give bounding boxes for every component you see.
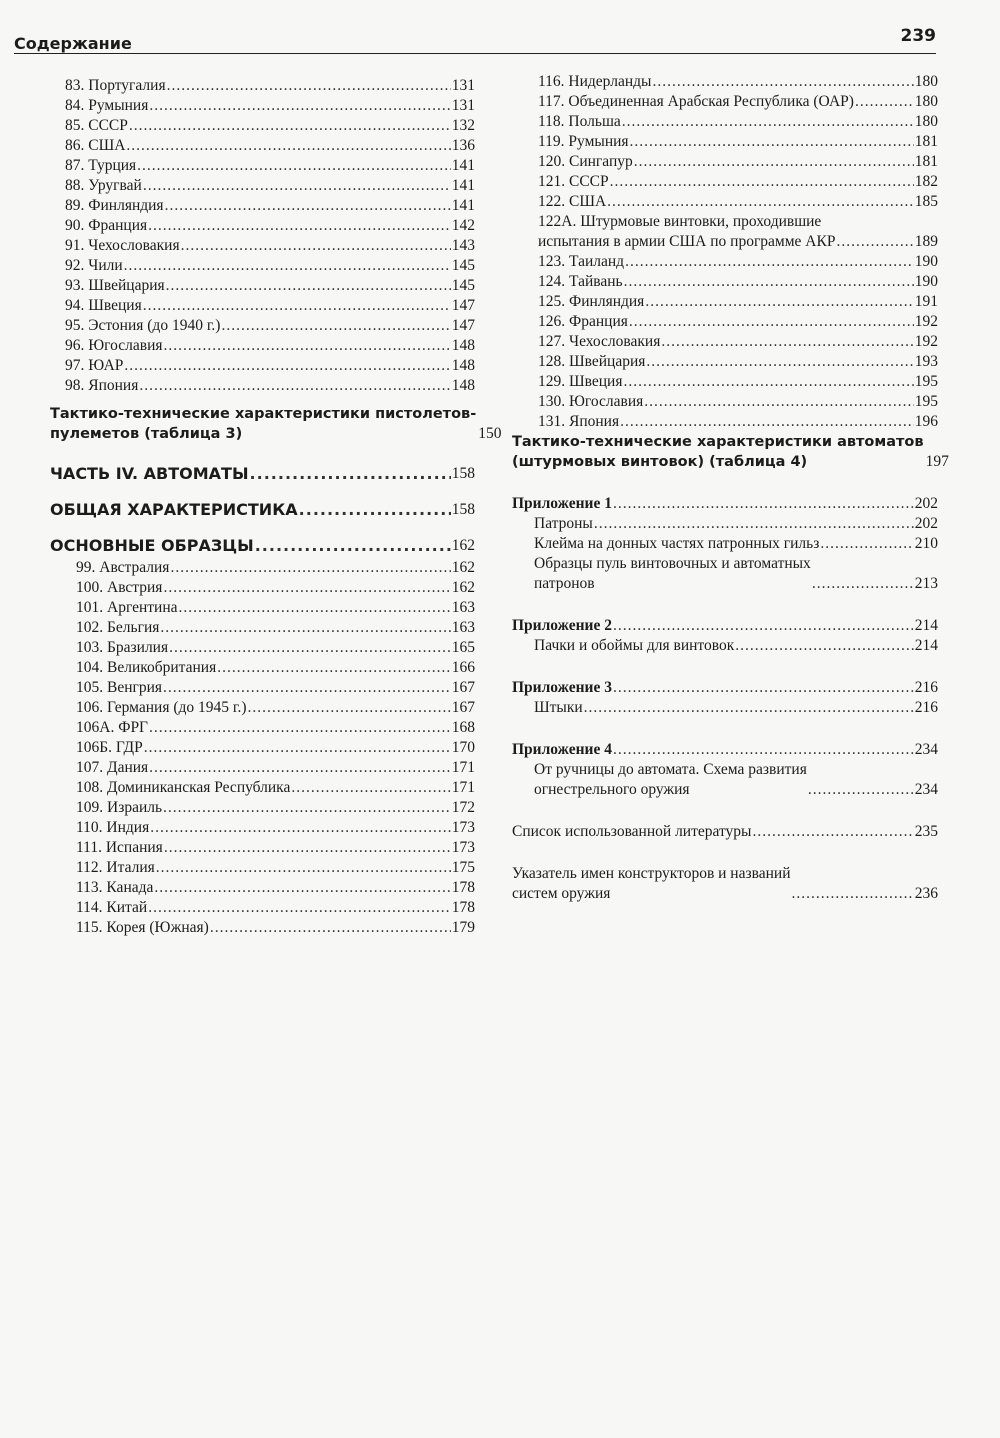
toc-entry-clips[interactable] [512,636,938,656]
toc-entry-page: 216 [914,679,938,696]
toc-entry-page: 190 [914,273,938,290]
leader-dots [166,276,451,296]
toc-entry-label: Приложение 4 [512,741,612,758]
leader-dots [124,356,450,376]
leader-dots [163,798,451,818]
toc-entry-page: 210 [914,535,938,552]
toc-entry-page: 192 [914,313,938,330]
toc-entry-part4[interactable] [50,462,475,486]
toc-entry-page: 131 [451,97,475,114]
leader-dots [610,172,914,192]
toc-entry[interactable] [50,818,475,838]
leader-dots [613,616,914,636]
toc-entry[interactable] [512,412,938,432]
leader-dots [624,272,914,292]
toc-entry-label: 122А. Штурмовые винтовки, проходившие [538,213,822,230]
toc-entry-table4[interactable] [512,432,949,472]
toc-entry-label: Приложение 3 [512,679,612,696]
toc-entry-label: 85. СССР [65,117,128,134]
header-rule [14,53,936,54]
toc-entry-page: 178 [451,899,475,916]
toc-entry[interactable] [50,578,475,598]
toc-entry[interactable] [50,558,475,578]
toc-entry-page: 180 [914,73,938,90]
leader-dots [167,76,451,96]
toc-entry-label: 123. Таиланд [538,253,625,270]
toc-entry-page: 189 [914,233,938,250]
toc-entry-page: 202 [914,515,938,532]
leader-dots [634,152,914,172]
toc-entry-label: 92. Чили [65,257,123,274]
toc-entry-label: 120. Сингапур [538,153,633,170]
toc-entry-label: 118. Польша [538,113,621,130]
toc-entry-page: 162 [451,579,475,596]
leader-dots [291,778,450,798]
toc-entry-label: 112. Италия [76,859,155,876]
toc-entry-label: 95. Эстония (до 1940 г.) [65,317,221,334]
toc-entry-label: 98. Япония [65,377,139,394]
toc-entry-page: 190 [914,253,938,270]
toc-entry-page: 181 [914,153,938,170]
toc-entry-label: 104. Великобритания [76,659,217,676]
section-title: Содержание [14,34,132,53]
leader-dots [163,578,450,598]
leader-dots [129,116,451,136]
toc-entry-label: 106. Германия (до 1945 г.) [76,699,247,716]
page-header [14,26,936,53]
leader-dots [164,336,451,356]
toc-entry-page: 213 [914,575,938,592]
toc-entry-page: 141 [451,177,475,194]
toc-entry-page: 147 [451,297,475,314]
toc-entry-label: 128. Швейцария [538,353,646,370]
toc-entry[interactable] [50,918,475,938]
toc-entry-index[interactable] [512,864,938,904]
toc-entry[interactable] [50,76,475,96]
leader-dots [154,878,450,898]
leader-dots [255,534,451,558]
toc-entry-label: 124. Тайвань [538,273,623,290]
toc-entry-label: 97. ЮАР [65,357,124,374]
toc-entry-page: 214 [914,637,938,654]
leader-dots [622,112,914,132]
toc-entry-page: 141 [451,197,475,214]
toc-entry[interactable] [50,738,475,758]
toc-entry[interactable] [50,638,475,658]
toc-entry-label: 108. Доминиканская Республика [76,779,291,796]
toc-entry[interactable] [50,618,475,638]
toc-entry-page: 162 [451,537,475,554]
toc-entry-label: 121. СССР [538,173,609,190]
toc-entry[interactable] [50,296,475,316]
toc-entry[interactable] [512,192,938,212]
toc-entry-appendix-2[interactable] [512,616,938,636]
toc-entry[interactable] [50,316,475,336]
toc-entry-page: 136 [451,137,475,154]
toc-entry-literature[interactable] [512,822,938,842]
leader-dots [855,92,914,112]
toc-entry-page: 170 [451,739,475,756]
toc-entry[interactable] [512,132,938,152]
toc-entry[interactable] [512,392,938,412]
toc-entry-label: Тактико-технические характеристики пистолетов- [50,406,477,422]
toc-entry-label: 109. Израиль [76,799,163,816]
leader-dots [248,698,451,718]
toc-entry-label: 101. Аргентина [76,599,178,616]
leader-dots [137,156,451,176]
leader-dots [613,494,914,514]
toc-entry[interactable] [50,878,475,898]
toc-entry-page: 192 [914,333,938,350]
toc-entry-page: 142 [451,217,475,234]
toc-entry-samples[interactable] [50,534,475,558]
leader-dots [584,698,914,718]
toc-entry-page: 150 [478,425,502,442]
toc-entry[interactable] [50,898,475,918]
toc-entry-page: 171 [451,779,475,796]
toc-entry[interactable] [50,678,475,698]
toc-entry-label: 130. Югославия [538,393,644,410]
toc-entry-page: 163 [451,599,475,616]
toc-entry[interactable] [50,858,475,878]
toc-entry-label: Пачки и обоймы для винтовок [534,637,735,654]
toc-entry-label: Образцы пуль винтовочных и автоматных [534,555,811,572]
toc-entry-label: 94. Швеция [65,297,142,314]
leader-dots [645,292,913,312]
toc-entry-page: 185 [914,193,938,210]
toc-entry-label: Патроны [534,515,593,532]
toc-entry[interactable] [512,252,938,272]
toc-entry-label: 122. США [538,193,607,210]
leader-dots [221,316,450,336]
toc-entry[interactable] [50,276,475,296]
toc-entry-page: 148 [451,357,475,374]
toc-entry-page: 196 [914,413,938,430]
toc-entry-label: 99. Австралия [76,559,170,576]
toc-entry-page: 179 [451,919,475,936]
toc-entry[interactable] [50,658,475,678]
leader-dots [629,312,914,332]
toc-entry-page: 132 [451,117,475,134]
toc-entry-general[interactable] [50,498,475,522]
leader-dots [652,72,913,92]
toc-right-column [512,72,949,904]
toc-entry-label: Указатель имен конструкторов и названий [512,865,791,882]
leader-dots [160,618,450,638]
toc-entry-page: 234 [914,741,938,758]
toc-entry-page: 178 [451,879,475,896]
page-number: 239 [900,26,936,46]
toc-entry-page: 202 [914,495,938,512]
toc-entry-page: 167 [451,679,475,696]
leader-dots [594,514,914,534]
toc-entry[interactable] [50,196,475,216]
toc-entry-label: 131. Япония [538,413,620,430]
toc-entry[interactable] [50,798,475,818]
leader-dots [149,758,451,778]
toc-entry[interactable] [50,376,475,396]
toc-entry-label: 106А. ФРГ [76,719,149,736]
leader-dots [149,96,450,116]
leader-dots [607,192,914,212]
toc-entry-label: 119. Румыния [538,133,629,150]
leader-dots [124,256,451,276]
toc-entry-page: 236 [914,885,938,902]
toc-entry-page: 195 [914,373,938,390]
leader-dots [210,918,451,938]
toc-entry[interactable] [512,372,938,392]
toc-entry-label: Штыки [534,699,583,716]
toc-entry-bullets[interactable] [512,554,938,594]
toc-list-countries-99-115 [50,558,475,938]
toc-entry-label: 84. Румыния [65,97,149,114]
toc-entry[interactable] [512,92,938,112]
toc-entry-label: 88. Уругвай [65,177,142,194]
toc-entry[interactable] [50,598,475,618]
leader-dots [148,898,451,918]
toc-entry-page: 163 [451,619,475,636]
toc-entry-label: 114. Китай [76,899,148,916]
toc-entry-label: 103. Бразилия [76,639,169,656]
leader-dots [217,658,451,678]
toc-entry-table3[interactable] [50,404,502,444]
leader-dots [139,376,450,396]
leader-dots [613,740,914,760]
leader-dots [170,558,450,578]
toc-entry-label: пулеметов (таблица 3) [50,426,243,442]
toc-entry-label: 87. Турция [65,157,137,174]
toc-entry-appendix-1[interactable] [512,494,938,514]
toc-entry-label: ЧАСТЬ IV. АВТОМАТЫ [50,464,249,483]
toc-entry-label: испытания в армии США по программе АКР [538,233,836,250]
toc-entry[interactable] [512,272,938,292]
toc-entry-label: Список использованной литературы [512,823,752,840]
leader-dots [179,598,451,618]
toc-left-column [50,76,502,938]
toc-entry-label: 100. Австрия [76,579,163,596]
toc-entry-page: 167 [451,699,475,716]
toc-entry-label: ОБЩАЯ ХАРАКТЕРИСТИКА [50,500,298,519]
toc-entry-label: От ручницы до автомата. Схема развития [534,761,807,778]
toc-entry-stamps[interactable] [512,534,938,554]
leader-dots [620,412,914,432]
toc-entry-page: 131 [451,77,475,94]
toc-entry[interactable] [50,96,475,116]
toc-entry[interactable] [512,312,938,332]
toc-entry-page: 148 [451,377,475,394]
toc-entry-page: 216 [914,699,938,716]
toc-entry-label: 125. Финляндия [538,293,645,310]
leader-dots [299,498,451,522]
toc-entry-page: 143 [451,237,475,254]
toc-entry-label: 102. Бельгия [76,619,160,636]
toc-entry-label: патронов [534,575,595,592]
toc-entry-page: 234 [914,781,938,798]
toc-entry[interactable] [50,236,475,256]
toc-entry-label: систем оружия [512,885,611,902]
toc-entry[interactable] [50,356,475,376]
leader-dots [613,678,914,698]
toc-entry-page: 172 [451,799,475,816]
leader-dots [752,822,913,842]
leader-dots [126,136,450,156]
leader-dots [644,392,913,412]
toc-entry-label: Клейма на донных частях патронных гильз [534,535,820,552]
toc-entry-page: 171 [451,759,475,776]
leader-dots [625,252,914,272]
toc-entry-page: 147 [451,317,475,334]
toc-entry-label: 106Б. ГДР [76,739,143,756]
toc-entry-page: 180 [914,93,938,110]
toc-entry-label: 126. Франция [538,313,628,330]
leader-dots [181,236,451,256]
toc-entry-label: огнестрельного оружия [534,781,690,798]
toc-entry[interactable] [50,216,475,236]
leader-dots [661,332,913,352]
toc-entry-label: 91. Чехословакия [65,237,180,254]
leader-dots [250,462,451,486]
leader-dots [149,718,451,738]
leader-dots [792,884,914,904]
toc-entry-page: 145 [451,277,475,294]
toc-entry[interactable] [50,838,475,858]
toc-entry-label: 116. Нидерланды [538,73,652,90]
toc-entry-page: 158 [451,465,475,482]
toc-list-countries-116-122 [512,72,938,212]
toc-entry-122a[interactable] [512,212,938,252]
toc-entry-label: 86. США [65,137,126,154]
leader-dots [630,132,914,152]
leader-dots [148,216,451,236]
toc-entry-label: 110. Индия [76,819,150,836]
toc-entry[interactable] [50,758,475,778]
toc-entry-page: 166 [451,659,475,676]
toc-entry[interactable] [50,116,475,136]
toc-entry-label: 90. Франция [65,217,148,234]
toc-entry[interactable] [50,718,475,738]
toc-entry-page: 173 [451,819,475,836]
toc-entry-label: 93. Швейцария [65,277,165,294]
toc-entry-page: 175 [451,859,475,876]
toc-entry-label: 111. Испания [76,839,163,856]
leader-dots [143,176,451,196]
toc-entry[interactable] [50,136,475,156]
toc-entry[interactable] [50,698,475,718]
toc-entry-label: ОСНОВНЫЕ ОБРАЗЦЫ [50,536,254,555]
leader-dots [143,296,451,316]
toc-entry-page: 180 [914,113,938,130]
toc-entry-label: 113. Канада [76,879,154,896]
leader-dots [820,534,913,554]
toc-entry[interactable] [512,352,938,372]
toc-entry-page: 191 [914,293,938,310]
toc-entry-page: 214 [914,617,938,634]
toc-entry-page: 158 [451,501,475,518]
toc-entry[interactable] [512,112,938,132]
toc-entry-label: 115. Корея (Южная) [76,919,209,936]
toc-entry-label: 89. Финляндия [65,197,164,214]
toc-entry-cartridges[interactable] [512,514,938,534]
toc-entry-appendix-4[interactable] [512,740,938,760]
toc-entry-page: 173 [451,839,475,856]
toc-entry-label: Приложение 1 [512,495,612,512]
toc-entry[interactable] [50,336,475,356]
toc-entry-page: 195 [914,393,938,410]
leader-dots [150,818,451,838]
leader-dots [808,780,914,800]
toc-entry-page: 235 [914,823,938,840]
leader-dots [156,858,451,878]
leader-dots [163,678,451,698]
toc-entry-label: 107. Дания [76,759,149,776]
toc-entry-label: 96. Югославия [65,337,163,354]
toc-list-countries-123-131 [512,252,938,432]
toc-entry-label: 129. Швеция [538,373,623,390]
toc-entry-page: 168 [451,719,475,736]
leader-dots [646,352,913,372]
leader-dots [623,372,913,392]
leader-dots [735,636,914,656]
toc-list-countries-83-98 [50,76,475,396]
toc-entry[interactable] [512,72,938,92]
toc-entry[interactable] [512,332,938,352]
toc-entry-label: 117. Объединенная Арабская Республика (ОАР) [538,93,854,110]
toc-entry[interactable] [512,152,938,172]
leader-dots [144,738,451,758]
toc-entry-page: 145 [451,257,475,274]
toc-entry-page: 193 [914,353,938,370]
toc-entry[interactable] [50,256,475,276]
toc-entry[interactable] [512,292,938,312]
toc-entry[interactable] [512,172,938,192]
leader-dots [812,574,914,594]
toc-entry[interactable] [50,156,475,176]
toc-entry[interactable] [50,176,475,196]
toc-entry-label: Тактико-технические характеристики автоматов [512,434,924,450]
toc-entry-page: 141 [451,157,475,174]
toc-entry-page: 148 [451,337,475,354]
toc-entry-page: 162 [451,559,475,576]
toc-entry-label: 83. Португалия [65,77,166,94]
leader-dots [169,638,451,658]
toc-entry-label: 105. Венгрия [76,679,163,696]
leader-dots [165,196,451,216]
toc-entry-label: Приложение 2 [512,617,612,634]
toc-entry-page: 165 [451,639,475,656]
toc-entry-label: (штурмовых винтовок) (таблица 4) [512,454,808,470]
toc-entry[interactable] [50,778,475,798]
leader-dots [164,838,451,858]
toc-entry-appendix-3[interactable] [512,678,938,698]
toc-entry-scheme[interactable] [512,760,938,800]
toc-entry-page: 182 [914,173,938,190]
toc-entry-label: 127. Чехословакия [538,333,661,350]
toc-entry-page: 181 [914,133,938,150]
toc-entry-bayonets[interactable] [512,698,938,718]
leader-dots [836,232,913,252]
toc-entry-page: 197 [925,453,949,470]
